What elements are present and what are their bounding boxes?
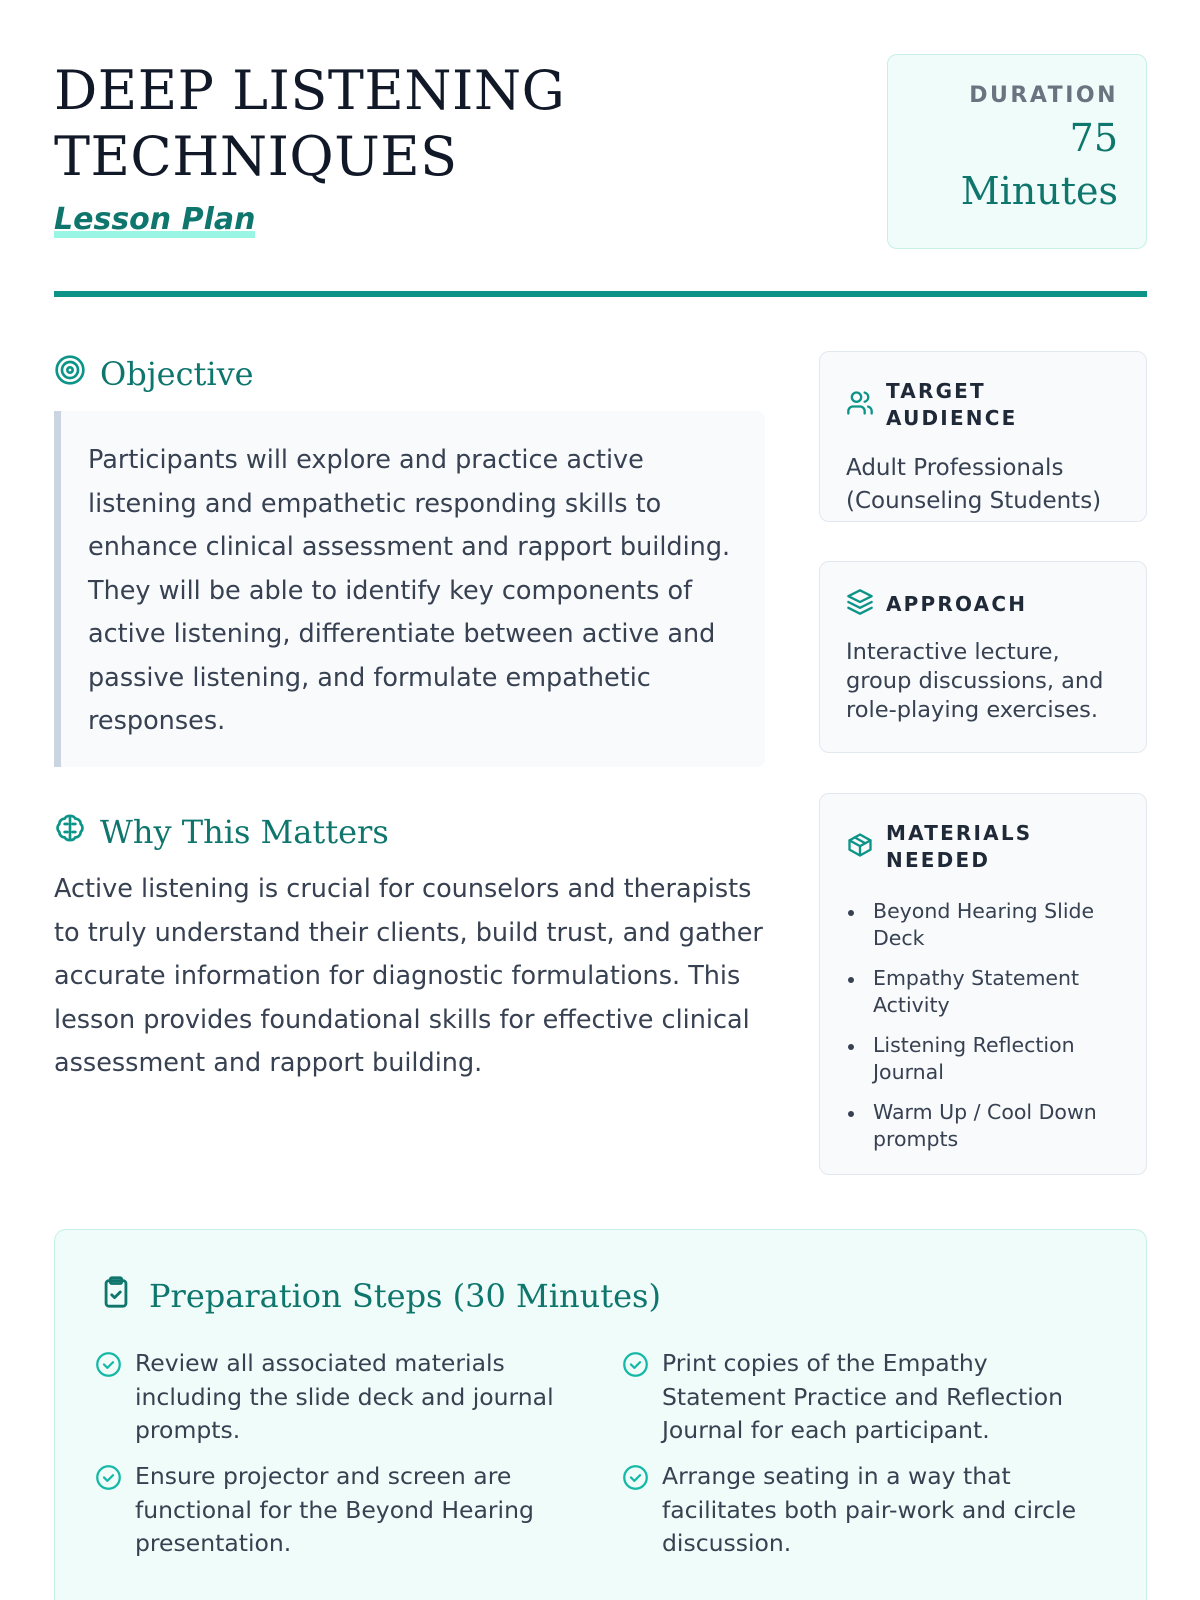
- materials-list: [846, 898, 1120, 1153]
- users-icon: [846, 389, 874, 421]
- materials-card: [819, 793, 1147, 1175]
- duration-number: 75 Minutes: [960, 116, 1118, 213]
- header-divider: [54, 291, 1147, 297]
- list-item: Warm Up / Cool Down prompts: [846, 1099, 1120, 1153]
- prep-step-text: Print copies of the Empathy Statement Practice and Reflection Journal for each participant.: [662, 1349, 1064, 1444]
- prep-step: [622, 1460, 1112, 1561]
- prep-step: [95, 1460, 585, 1561]
- check-circle-icon: [622, 1460, 649, 1561]
- clipboard-check-icon: [99, 1275, 133, 1317]
- check-circle-icon: [95, 1347, 122, 1448]
- duration-value: [888, 112, 1118, 218]
- duration-label: DURATION: [969, 83, 1118, 108]
- duration-box: [887, 54, 1147, 249]
- materials-title-label: MATERIALS NEEDED: [886, 821, 1033, 872]
- prep-step-text: Arrange seating in a way that facilitates both pair-work and circle discussion.: [662, 1462, 1077, 1557]
- why-text: Active listening is crucial for counselors and therapists to truly understand their clients, build trust, and gather accurate information for diagnostic formulations. This lesson provides foundational skills for effective clinical assessment and rapport building.: [54, 874, 763, 1078]
- check-circle-icon: [95, 1460, 122, 1561]
- preparation-heading: [99, 1275, 661, 1317]
- list-item: Empathy Statement Activity: [846, 965, 1120, 1019]
- approach-card: [819, 561, 1147, 753]
- why-heading: [54, 812, 389, 852]
- prep-step: [95, 1347, 585, 1448]
- target-icon: [54, 354, 86, 394]
- target-audience-text: Adult Professionals (Counseling Students): [846, 455, 1102, 514]
- list-item: Beyond Hearing Slide Deck: [846, 898, 1120, 952]
- layers-icon: [846, 588, 874, 620]
- brain-icon: [54, 812, 86, 852]
- materials-title: [886, 820, 1036, 874]
- objective-box: [54, 411, 765, 767]
- check-circle-icon: [622, 1347, 649, 1448]
- target-audience-title: TARGET AUDIENCE: [886, 379, 1018, 430]
- page-title: DEEP LISTENING TECHNIQUES: [54, 59, 566, 188]
- package-icon: [846, 831, 874, 863]
- prep-step-text: Ensure projector and screen are functional for the Beyond Hearing presentation.: [135, 1462, 534, 1557]
- preparation-heading-label: Preparation Steps (30 Minutes): [149, 1277, 661, 1315]
- prep-step: [622, 1347, 1112, 1448]
- objective-text: Participants will explore and practice active listening and empathetic responding skills to enhance clinical assessment and rapport building. They will be able to identify key components of active listening, differentiate between active and passive listening, and formulate empathetic responses.: [88, 445, 731, 736]
- prep-step-text: Review all associated materials including the slide deck and journal prompts.: [135, 1349, 554, 1444]
- approach-title: APPROACH: [886, 591, 1028, 616]
- objective-heading-label: Objective: [100, 355, 254, 393]
- objective-heading: [54, 354, 254, 394]
- list-item: Listening Reflection Journal: [846, 1032, 1120, 1086]
- page-subtitle: Lesson Plan: [54, 202, 256, 237]
- preparation-panel: [54, 1229, 1147, 1600]
- approach-text: Interactive lecture, group discussions, and role-playing exercises.: [846, 639, 1104, 723]
- target-audience-card: [819, 351, 1147, 522]
- why-heading-label: Why This Matters: [100, 813, 389, 851]
